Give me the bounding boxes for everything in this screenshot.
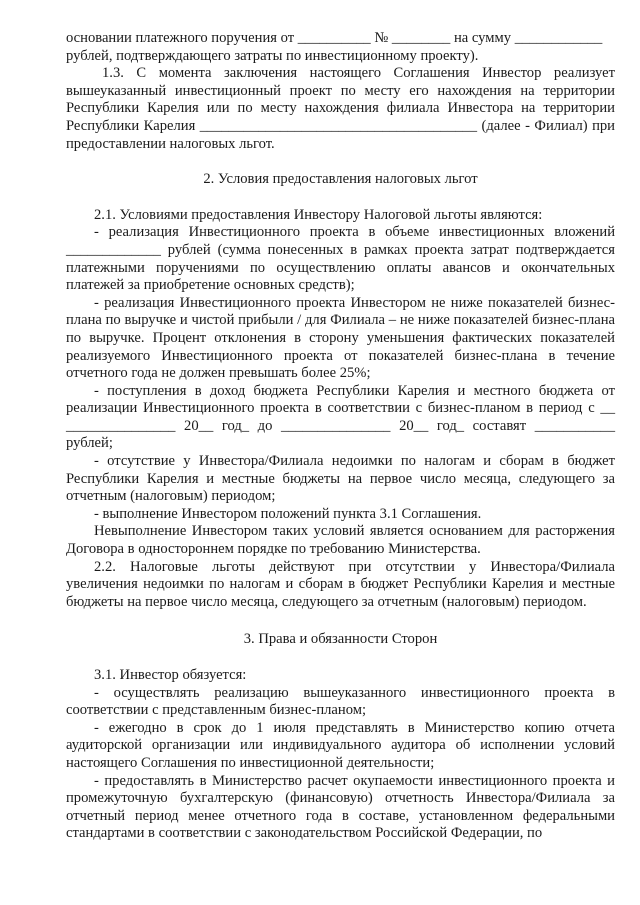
obligation-payback-reporting: - предоставлять в Министерство расчет окупаемости инвестиционного проекта и промежуточную бухгалтерскую (финансовую) отчетность Инвестора/Филиала за отчетный период менее отчетного года в составе, установленном федеральными стандартами в соответствии с законодательством Российской Федерации, по [66,772,615,842]
clause-3-1: 3.1. Инвестор обязуется: [94,667,247,683]
clause-2-2: 2.2. Налоговые льготы действуют при отсутствии у Инвестора/Филиала увеличения недоимки по налогам и сборам в бюджет Республики Карелия и местные бюджеты на первое число месяца, следующего за отчетным (налоговым) периодом. [66,558,615,610]
intro-line-1: основании платежного поручения от __________ № ________ на сумму ____________ [66,30,603,46]
section-3-title: 3. Права и обязанности Сторон [243,631,438,648]
obligation-implement-project: - осуществлять реализацию вышеуказанного инвестиционного проекта в соответствии с представленным бизнес-планом; [66,684,615,719]
document-page [66,30,615,843]
obligation-audit-report: - ежегодно в срок до 1 июля представлять в Министерство копию отчета аудиторской организации или индивидуального аудитора об исполнении условий настоящего Соглашения по инвестиционной деятельности; [66,719,615,771]
failure-consequence: Невыполнение Инвестором таких условий является основанием для расторжения Договора в одностороннем порядке по требованию Министерства. [66,523,615,558]
condition-investment-volume: - реализация Инвестиционного проекта в объеме инвестиционных вложений _____________ рублей (сумма понесенных в рамках проекта затрат подтверждается платежными поручениями по осуществлению оплаты авансов и окончательных платежей за приобретение основных средств); [66,224,615,294]
clause-2-1: 2.1. Условиями предоставления Инвестору Налоговой льготы являются: [94,206,543,223]
condition-budget-revenue: - поступления в доход бюджета Республики Карелия и местного бюджета от реализации Инвестиционного проекта в соответствии с бизнес-планом в период с __ _______________ 20__ год_ до _______________ 20__ год_ составят ___________ рублей; [66,382,615,452]
intro-line-2: рублей, подтверждающего затраты по инвестиционному проекту). [66,47,479,64]
condition-business-plan: - реализация Инвестиционного проекта Инвестором не ниже показателей бизнес-плана по выручке и чистой прибыли / для Филиала – не ниже показателей бизнес-плана по выручке. Процент отклонения в сторону уменьшения фактических показателей реализуемого Инвестиционного проекта от показателей бизнес-плана в течение отчетного года не должен превышать более 25%; [66,294,615,382]
section-2-title: 2. Условия предоставления налоговых льгот [203,171,478,188]
condition-clause-3-1: - выполнение Инвестором положений пункта 3.1 Соглашения. [94,505,482,522]
clause-1-3: 1.3. С момента заключения настоящего Соглашения Инвестор реализует вышеуказанный инвестиционный проект по месту его нахождения на территории Республики Карелия или по месту нахождения филиала Инвестора на территории Республики Карелия ______________________________________ (далее - Филиал) при предоставлении налоговых льгот. [66,65,615,152]
condition-no-arrears: - отсутствие у Инвестора/Филиала недоимки по налогам и сборам в бюджет Республики Карелия и местные бюджеты на первое число месяца, следующего за отчетным (налоговым) периодом; [66,453,615,505]
